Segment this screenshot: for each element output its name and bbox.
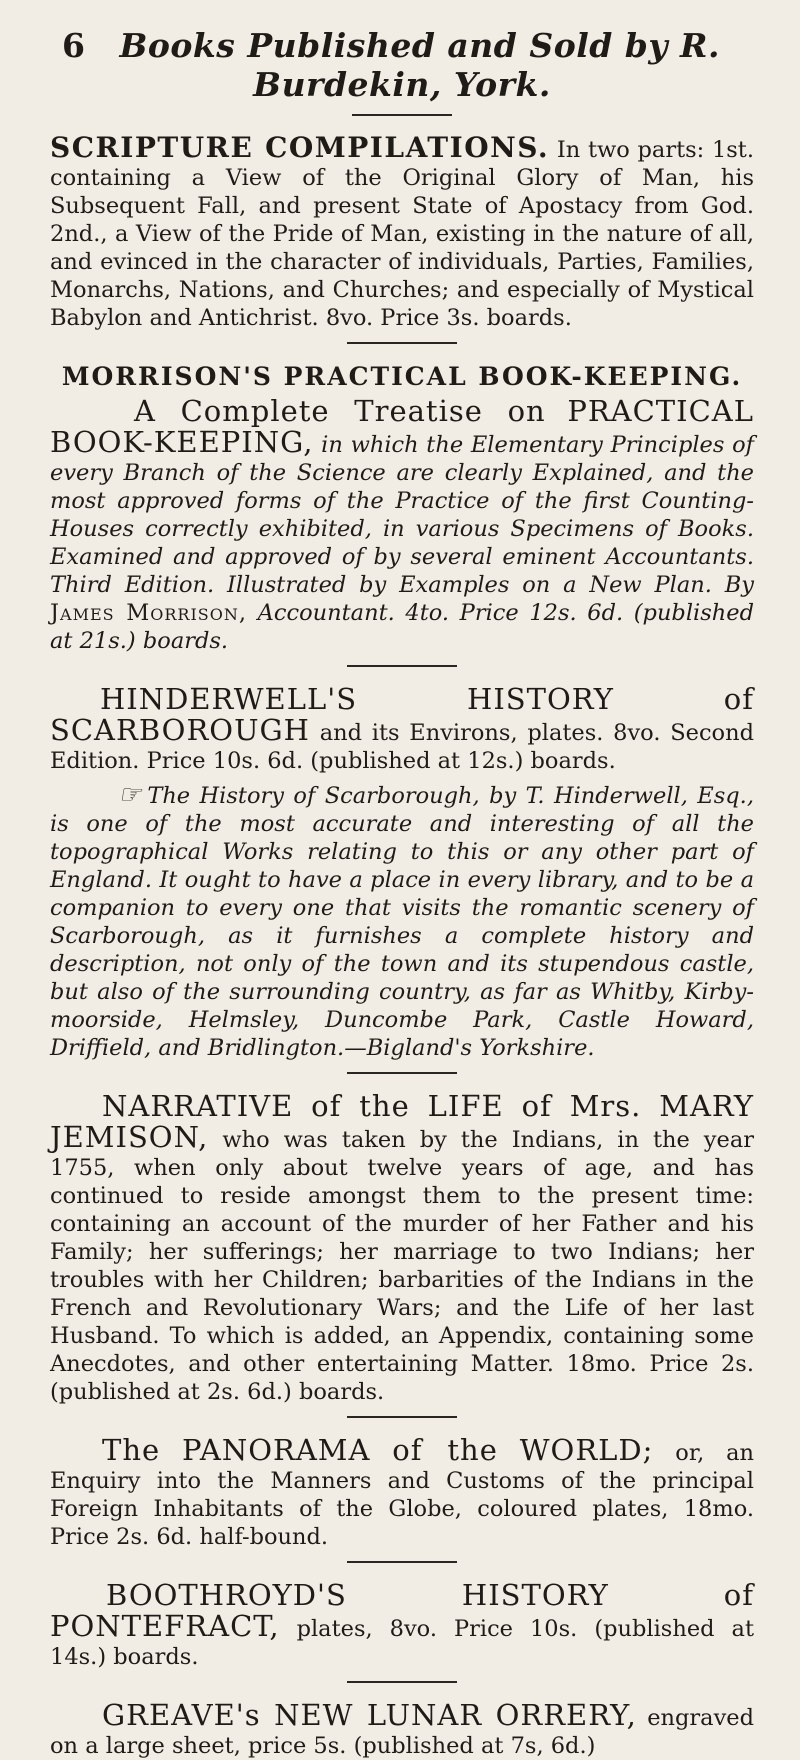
running-head-title: Books Published and Sold by R. Burdekin, York. [119,26,720,104]
entry-morrison-book-keeping [50,394,754,655]
divider-rule [347,1561,457,1563]
entry-text: who was taken by the Indians, in the year 1755, when only about twelve years of age, and has continued to reside amongst them to the present time: containing an account of the murder of her Father and his Family; her sufferings; her marriage to two Indians; her troubles with her Children; barbarities of the Indians in the French and Revolutionary Wars; and the Life of her last Husband. To which is added, an Appendix, containing some Anecdotes, and other entertaining Matter. 18mo. Price 2s. (published at 2s. 6d.) boards. [50,1127,754,1405]
running-head [50,26,754,104]
divider-rule [352,114,452,116]
divider-rule [347,665,457,667]
entry-author: James Morrison, [50,600,248,626]
entry-title: NARRATIVE of the LIFE of Mrs. MARY JEMISON, [50,1089,754,1154]
entry-title: GREAVE's NEW LUNAR ORRERY, [102,1698,637,1732]
page-number: 6 [62,26,86,65]
entry-lead: A Complete Treatise on [134,394,546,428]
entry-headline: MORRISON'S PRACTICAL BOOK-KEEPING. [61,362,743,391]
entry-panorama-world [50,1433,755,1551]
entry-mary-jemison [50,1089,754,1406]
entry-title-b: PANORAMA [182,1433,371,1467]
divider-rule [347,1072,457,1074]
entry-text: or, an Enquiry into the Manners and Customs of the principal Foreign Inhabitants of the Globe, coloured plates, 18mo. Price 2s. 6d. half-bound. [50,1440,755,1550]
review-source: Bigland's Yorkshire. [366,1035,595,1061]
entry-lead-caps: PRACTICAL BOOK-KEEPING, [50,394,754,459]
entry-boothroyd-pontefract [50,1578,754,1671]
entry-text: plates, 8vo. Price 10s. (published at 14s.) boards. [50,1616,754,1670]
entry-text-end: Accountant. 4to. Price 12s. 6d. (published at 21s.) boards. [50,600,754,654]
entry-title: HINDERWELL'S HISTORY of SCARBOROUGH [50,682,754,747]
divider-rule [347,1416,457,1418]
entry-scripture-compilations [50,131,755,332]
pointing-hand-icon: ☞ [118,780,142,810]
entry-text: and its Environs, plates. 8vo. Second Edition. Price 10s. 6d. (published at 12s.) boards. [50,720,754,774]
entry-title-a: The [102,1433,161,1467]
entry-text: in which the Elementary Principles of every Branch of the Science are clearly Explained, and the most approved forms of the Practice of the first Counting-Houses correctly exhibited, in various Specimens of Books. Examined and approved of by several eminent Accountants. Third Edition. Illustrated by Examples on a New Plan. By [50,432,754,598]
entry-text: In two parts: 1st. containing a View of the Original Glory of Man, his Subsequent Fall, and present State of Apostacy from God. 2nd., a View of the Pride of Man, existing in the nature of all, and evinced in the character of individuals, Parties, Families, Monarchs, Nations, and Churches; and especially of Mystical Babylon and Antichrist. 8vo. Price 3s. boards. [50,137,755,331]
entry-title-c: of the [392,1433,498,1467]
entry-text: engraved on a large sheet, price 5s. (published at 7s, 6d.) [50,1705,754,1759]
entry-review [50,781,754,1062]
entry-title: SCRIPTURE COMPILATIONS. [50,131,550,164]
divider-rule [347,342,457,344]
entry-hinderwell-scarborough [50,682,754,775]
review-text: The History of Scarborough, by T. Hinderwell, Esq., is one of the most accurate and interesting of all the topographical Works relating to this or any other part of England. It ought to have a place in every library, and to be a companion to every one that visits the romantic scenery of Scarborough, as it furnishes a complete history and description, not only of the town and its stupendous castle, but also of the surrounding country, as far as Whitby, Kirby-moorside, Helmsley, Duncombe Park, Castle Howard, Driffield, and Bridlington.— [50,783,754,1061]
divider-rule [347,1681,457,1683]
entry-title-d: WORLD; [519,1433,654,1467]
entry-title: BOOTHROYD'S HISTORY of PONTEFRACT, [50,1578,754,1643]
entry-greave-orrery [50,1698,754,1760]
